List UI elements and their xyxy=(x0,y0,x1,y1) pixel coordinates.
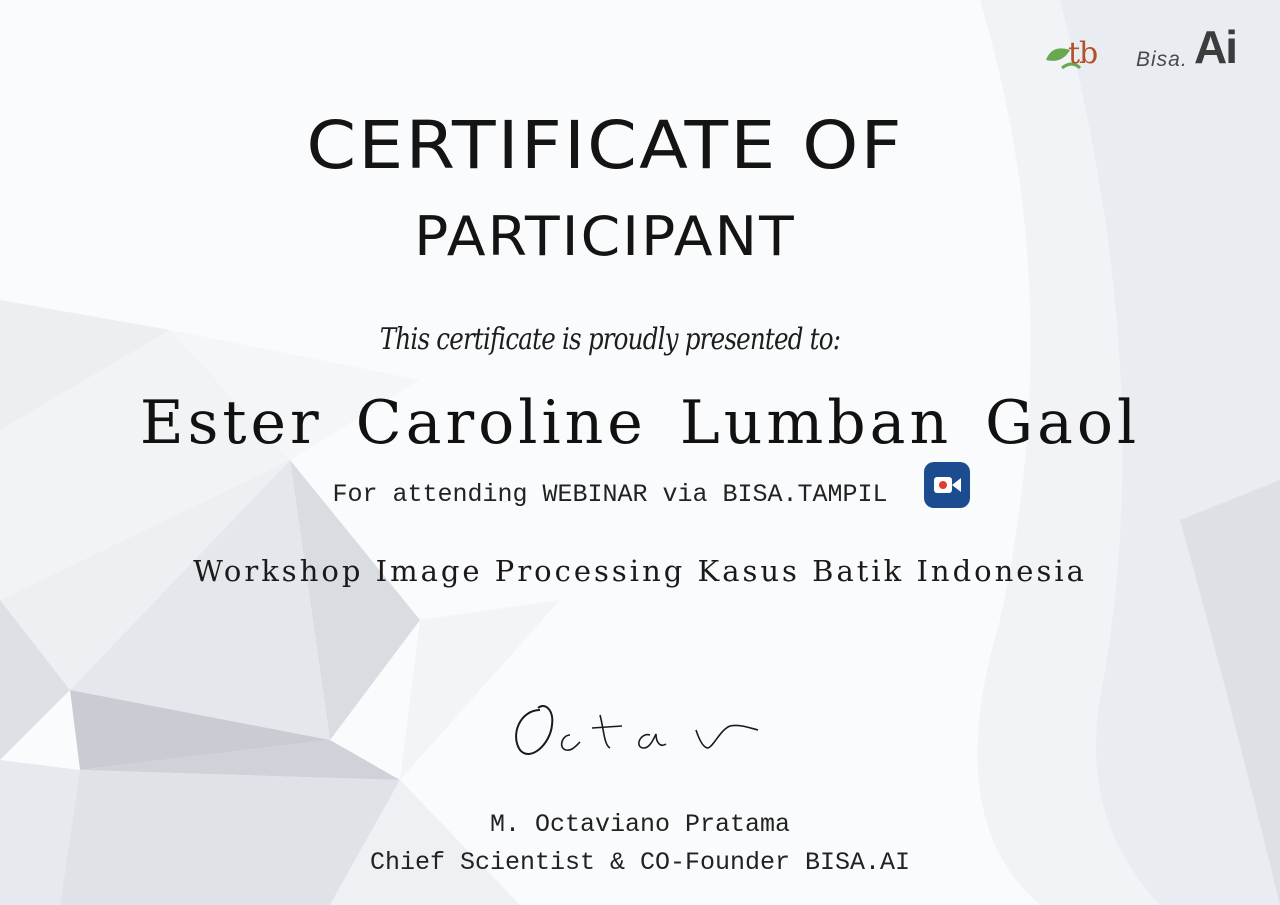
attending-text: For attending WEBINAR via BISA.TAMPIL xyxy=(332,480,888,509)
signature xyxy=(500,690,770,770)
recipient-name: Ester Caroline Lumban Gaol xyxy=(139,388,1141,458)
workshop-title: Workshop Image Processing Kasus Batik Indonesia xyxy=(193,554,1087,588)
signatory-role: Chief Scientist & CO-Founder BISA.AI xyxy=(369,848,911,877)
signatory-name: M. Octaviano Pratama xyxy=(489,810,791,839)
certificate-subtitle: PARTICIPANT xyxy=(414,205,796,268)
tb-logo-text: tb xyxy=(1068,36,1098,71)
bisa-ai-logo xyxy=(1136,16,1246,78)
certificate-title: CERTIFICATE OF xyxy=(306,107,904,184)
bisa-logo-text: Bisa. xyxy=(1136,48,1188,71)
presented-to-text: This certificate is proudly presented to: xyxy=(379,322,841,357)
ai-logo-text: Ai xyxy=(1194,21,1236,73)
tb-logo xyxy=(1042,34,1120,80)
video-camera-icon xyxy=(924,462,970,508)
